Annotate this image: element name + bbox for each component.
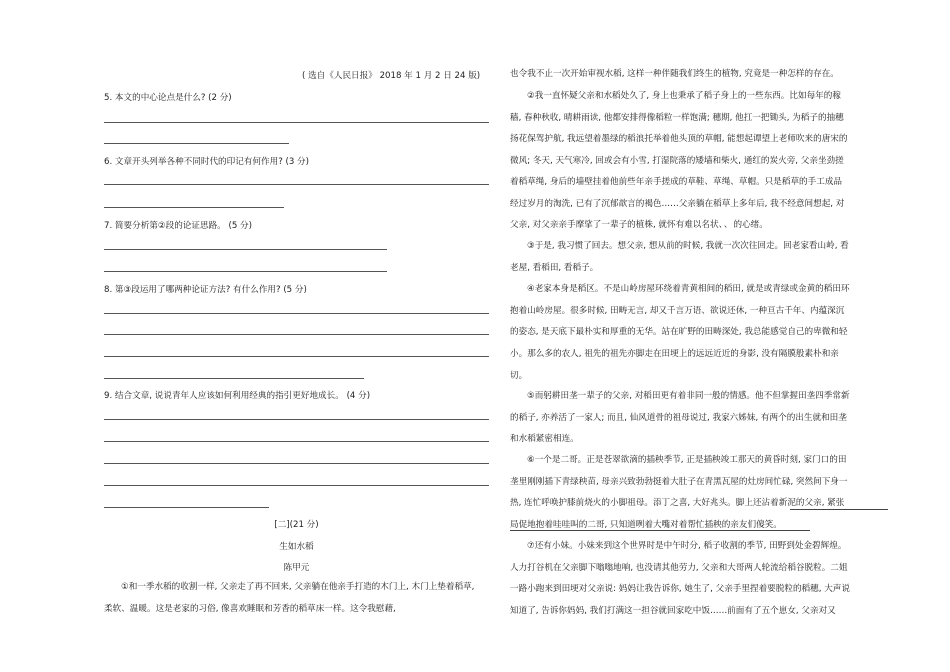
answer-line xyxy=(104,356,489,357)
question-9: 9. 结合文章, 说说青年人应该如何利用经典的指引更好地成长。 (4 分) xyxy=(104,391,371,401)
answer-line xyxy=(104,485,489,486)
section-heading: [二](21 分) xyxy=(274,520,319,530)
answer-line xyxy=(104,441,489,442)
essay-paragraph-4: ④老家本身是稻区。不是山岭房屋环绕着青黄相间的稻田, 就是或青绿或金黄的稻田环抱着山岭房屋。很多时候, 田畴无言, 却又千言万语、欲说还休, 一种亘古千年、内蕴深沉的姿态, 是天底下最朴实和厚重的无华。站在旷野的田畴深处, 我总能感觉自己的卑微和轻小。那么多的农人, 祖先的祖先亦脚走在田埂上的远远近近的身影, 没有隔膜般素朴和亲切。 xyxy=(510,284,850,381)
answer-line xyxy=(104,249,387,250)
essay-paragraph-6: ⑥一个是二哥。正是苍翠欲滴的插秧季节, 正是插秧竣工那天的黄昏时刻, 家门口的田垄里刚刚插下青绿秧苗, 母亲兴致勃勃挺着大肚子在青黑瓦屋的灶房间忙碌, 突然间下身一热, 连忙呼唤护膝前烧火的小脚祖母。添丁之喜, 大好兆头。脚上还沾着新泥的父亲, 紧张局促地抱着哇哇叫的二哥, 只知道咧着大嘴对着帮忙插秧的亲友们傻笑。 xyxy=(510,455,848,531)
answer-line xyxy=(104,334,489,335)
essay-title: 生如水稻 xyxy=(279,542,314,552)
right-column xyxy=(510,0,888,672)
essay-paragraph-5: ⑤而躬耕田垄一辈子的父亲, 对稻田更有着非同一般的情感。他不但掌握田垄四季常新的稻子, 亦养活了一家人; 而且, 仙风道骨的祖母说过, 我家六姊妹, 有两个的出生就和田垄和水稻紧密相连。 xyxy=(510,391,850,445)
source-citation: ( 选自《人民日报》 2018 年 1 月 2 日 24 版) xyxy=(302,71,481,81)
answer-line xyxy=(104,122,489,123)
answer-line xyxy=(104,207,284,208)
question-6: 6. 文章开头列举各种不同时代的印记有何作用? (3 分) xyxy=(104,157,310,167)
essay-paragraph-continued: 也令我不止一次开始审视水稻, 这样一种伴随我们终生的植物, 究竟是一种怎样的存在。 xyxy=(510,69,839,79)
answer-line xyxy=(104,143,289,144)
answer-line xyxy=(104,419,489,420)
essay-paragraph-2-end: 的心绪。 xyxy=(733,220,768,230)
essay-author: 陈甲元 xyxy=(283,563,310,573)
essay-paragraph-3: ③于是, 我习惯了回去。想父亲, 想从前的时候, 我就一次次往回走。回老家看山岭, 看老屋, 看稻田, 看稻子。 xyxy=(510,241,849,273)
answer-line xyxy=(104,507,269,508)
answer-line xyxy=(104,463,489,464)
left-column xyxy=(104,0,489,672)
answer-line xyxy=(104,378,364,379)
underline-mark xyxy=(510,530,810,531)
answer-line xyxy=(104,271,387,272)
answer-line xyxy=(104,313,489,314)
emphasis-dots: 、、 xyxy=(718,220,734,230)
question-5: 5. 本文的中心论点是什么? (2 分) xyxy=(104,93,232,103)
question-8: 8. 第③段运用了哪两种论证方法? 有什么作用? (5 分) xyxy=(104,285,307,295)
essay-paragraph-2 xyxy=(510,86,850,237)
answer-line xyxy=(104,184,489,185)
underline-mark xyxy=(790,509,888,510)
essay-paragraph-7: ⑦还有小妹。小妹来到这个世界时是中午时分, 稻子收割的季节, 田野到处金碧辉煌。人力打谷机在父亲脚下嗡嗡地响, 也没请其他劳力, 父亲和大哥两人轮流给稻谷脱粒。二姐一路小跑来到田埂对父亲说: 妈妈让我告诉你, 她生了, 父亲手里捏着要脱粒的稻穗, 大声说知道了, 告诉你妈妈, 我们打满这一担谷就回家吃中饭……前面有了五个崽女, 父亲对又 xyxy=(510,541,850,617)
essay-paragraph-2-text: ②我一直怀疑父亲和水稻处久了, 身上也秉承了稻子身上的一些东西。比如每年的稼穑, 春种秋收, 晴耕雨读, 他都安排得像稻粒一样饱满; 穗期, 他扛一把锄头, 为稻子的抽穗扬花保驾护航, 我远望着墨绿的稻浪托举着他头顶的草帽, 能想起谭望上老师吹来的唐宋的微风; 冬天, 天气寒冷, 回或会有小雪, 打湿院落的矮墙和柴火, 通红的炭火旁, 父亲坐劲搓着稻草绳, 身后的墙壁挂着他前些年亲手搓成的草鞋、草绳、草帽。只是稻草的手工成品经过岁月的淘洗, 已有了沉郁歆言的褐色……父亲躺在稻草上多年后, 我不经意间想起, 对父亲, 对父亲亲手摩挲了一辈子的植株, 就怀有难以名状 xyxy=(510,91,848,230)
essay-paragraph-1: ①和一季水稻的收割一样, 父亲走了再不回来, 父亲躺在他亲手打造的木门上, 木门上垫着稻草, 柔软、温暖。这是老家的习俗, 像喜欢睡眠和芳香的稻草床一样。这令我慰藉, xyxy=(104,582,475,614)
question-7: 7. 简要分析第②段的论证思路。 (5 分) xyxy=(104,221,252,231)
